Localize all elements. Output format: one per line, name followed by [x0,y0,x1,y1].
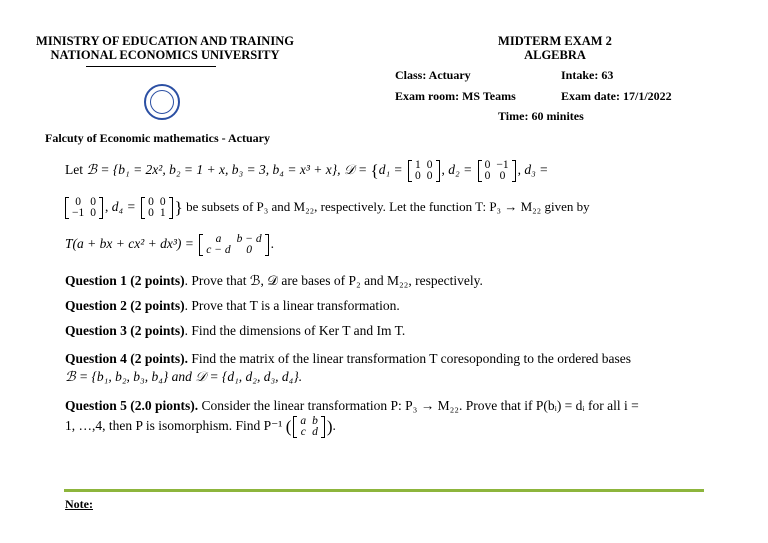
question-5 [65,396,639,416]
d2-matrix: 0 −1 0 0 [478,160,516,182]
problem-line2: 0 0 −1 0 , d₄ = 0 0 0 1 } be subsets of P₃ and M₂₂, respectively. Let the function T: P₃ → M₂₂ given by [63,197,590,219]
subsets-text: be subsets of P₃ and M₂₂, respectively. Let the function T: P₃ → M₂₂ given by [186,199,590,215]
question-4-line2: ℬ = {b₁, b₂, b₃, b₄} and 𝒟 = {d₁, d₂, d₃, d₄}. [65,369,303,384]
exam-subject: ALGEBRA [524,48,586,62]
question-5-text: Consider the linear transformation P: P₃ → M₂₂. Prove that if P(bᵢ) = dᵢ for all i = [198,398,639,413]
footer-divider [64,489,704,492]
question-5-label: Question 5 (2.0 pionts). [65,398,199,413]
d4-matrix: 0 0 0 1 [141,197,173,219]
header-underline [86,66,216,67]
P-inverse-matrix: a b c d [293,416,325,438]
question-2 [65,296,400,316]
question-2-label: Question 2 (2 points) [65,298,185,313]
T-matrix: a b − d c − d 0 [199,234,268,256]
exam-intake: Intake: 63 [561,68,614,82]
basis-B-definition: ℬ = {b₁ = 2x², b₂ = 1 + x, b₃ = 3, b₄ = x³ + x}, [86,162,341,178]
question-4-label: Question 4 (2 points). [65,351,189,366]
exam-title: MIDTERM EXAM 2 [498,34,612,48]
exam-room: Exam room: MS Teams [395,89,516,103]
faculty-name: Falcuty of Economic mathematics - Actuary [45,131,270,145]
ministry-line2: NATIONAL ECONOMICS UNIVERSITY [50,48,280,62]
let-word: Let [65,162,83,178]
university-seal-logo [144,84,180,120]
exam-time: Time: 60 minites [498,109,584,123]
question-2-text: . Prove that T is a linear transformation. [184,298,400,313]
question-3-label: Question 3 (2 points) [65,323,185,338]
question-4 [65,349,631,369]
d4-label: d₄ = [111,199,140,215]
question-1-label: Question 1 (2 points) [65,273,185,288]
problem-line3: T(a + bx + cx² + dx³) = a b − d c − d 0 . [65,233,275,256]
question-4-text: Find the matrix of the linear transformation T coresoponding to the ordered bases [188,351,632,366]
question-1 [65,271,483,291]
exam-class: Class: Actuary [395,68,471,82]
question-3 [65,321,405,341]
d3-matrix: 0 0 −1 0 [65,197,103,219]
problem-line1: Let ℬ = {b₁ = 2x², b₂ = 1 + x, b₃ = 3, b₄ = x³ + x}, 𝒟 = {d₁ = 1 0 0 0 , d₂ = 0 −1 0 0 , d₃ = [65,159,549,182]
d2-label: d₂ = [448,162,476,178]
d1-label: d₁ = [378,162,407,178]
question-3-text: . Find the dimensions of Ker T and Im T. [184,323,406,338]
d1-matrix: 1 0 0 0 [408,160,440,182]
T-lhs: T(a + bx + cx² + dx³) = [65,236,198,252]
question-5-line2: 1, …,4, then P is isomorphism. Find P⁻¹ ( a b c d ). [65,415,336,438]
exam-date: Exam date: 17/1/2022 [561,89,672,103]
question-1-text: . Prove that ℬ, 𝒟 are bases of P₂ and M₂₂, respectively. [184,273,483,288]
ministry-line1: MINISTRY OF EDUCATION AND TRAINING [36,34,294,48]
basis-D-prefix: 𝒟 = [343,162,371,178]
note-label: Note: [65,497,93,511]
d3-label: d₃ = [524,162,549,178]
